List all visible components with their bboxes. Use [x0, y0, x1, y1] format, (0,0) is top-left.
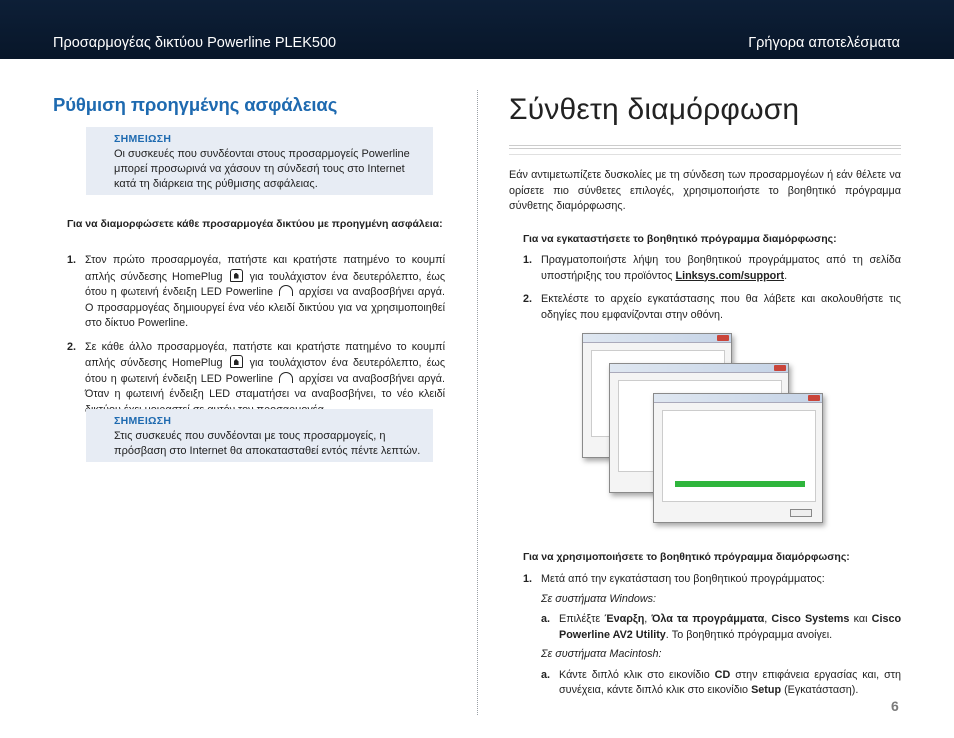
section-title: Ρύθμιση προηγμένης ασφάλειας [53, 94, 338, 115]
step-text: αρχίσει να αναβοσβήνει αργά. Ο προσαρμογέας δημιουργεί ένα νέο κλειδί δικτύου για να χρησιμοποιηθεί στο δίκτυο Powerline. [85, 286, 446, 329]
use-steps [523, 572, 901, 699]
cancel-button [790, 509, 812, 517]
step-text: Στον πρώτο προσαρμογέα, πατήστε και κρατήστε πατημένο το κουμπί απλής σύνδεσης HomePlug [85, 254, 445, 283]
step-item [67, 340, 445, 419]
page-header [0, 0, 954, 59]
install-steps [523, 253, 901, 323]
window-titlebar [610, 364, 788, 373]
header-section: Γρήγορα αποτελέσματα [748, 35, 900, 51]
homeplug-button-icon [230, 355, 243, 368]
substep-letter: a. [541, 668, 551, 681]
menu-utility: Cisco Powerline AV2 Utility [559, 613, 902, 641]
window-titlebar [654, 394, 822, 403]
substep-text: Κάντε διπλό κλικ στο εικονίδιο [559, 668, 710, 681]
substep-item [523, 612, 901, 643]
column-divider [477, 90, 478, 715]
os-label-mac: Σε συστήματα Macintosh: [541, 648, 662, 660]
install-heading: Για να εγκαταστήσετε το βοηθητικό πρόγραμμα διαμόρφωσης: [523, 233, 837, 245]
os-label-windows: Σε συστήματα Windows: [541, 592, 657, 605]
step-text: για τουλάχιστον ένα δευτερόλεπτο, έως ότου η φωτεινή ένδειξη LED Powerline [85, 270, 446, 298]
substep-text: . Το βοηθητικό πρόγραμμα ανοίγει. [665, 628, 833, 641]
step-item [523, 572, 901, 588]
substep-letter: a. [541, 613, 551, 625]
menu-start: Έναρξη [604, 613, 645, 625]
note-box [86, 409, 433, 462]
note-text: Στις συσκευές που συνδέονται με τους προσαρμογείς, η πρόσβαση στο Internet θα αποκατασταθεί εντός πέντε λεπτών. [114, 430, 421, 457]
substep-text: , [764, 613, 768, 625]
step-list [67, 253, 445, 418]
substep-item [523, 668, 901, 699]
substep-text: και [853, 613, 868, 625]
setup-icon-label: Setup [751, 684, 782, 696]
step-text: Σε κάθε άλλο προσαρμογέα, πατήστε και κρατήστε πατημένο το κουμπί απλής σύνδεσης HomePlug [85, 340, 445, 369]
step-item [523, 292, 901, 323]
powerline-led-icon [279, 372, 293, 383]
step-text: για τουλάχιστον ένα δευτερόλεπτο, έως ότου η φωτεινή ένδειξη LED Powerline [85, 357, 446, 385]
right-column [509, 90, 902, 696]
close-icon [717, 335, 729, 341]
step-number: 1. [523, 573, 533, 585]
substep-text: στην επιφάνεια εργασίας και, στη συνέχεια, κάντε διπλό κλικ στο εικονίδιο [559, 668, 902, 696]
step-number: 1. [523, 254, 533, 266]
progress-bar [675, 481, 805, 487]
use-heading: Για να χρησιμοποιήσετε το βοηθητικό πρόγραμμα διαμόρφωσης: [523, 551, 850, 563]
note-label: ΣΗΜΕΙΩΣΗ [114, 133, 172, 145]
step-number: 1. [67, 254, 77, 266]
cd-icon-label: CD [714, 668, 731, 681]
menu-all-programs: Όλα τα προγράμματα [651, 613, 765, 625]
window-content [662, 410, 816, 502]
step-item [67, 253, 445, 332]
step-text: αρχίσει να αναβοσβήνει αργά. Όταν η φωτεινή ένδειξη LED σταματήσει να αναβοσβήνει, το νέο κλειδί [85, 372, 446, 400]
note-text: Οι συσκευές που συνδέονται στους προσαρμογείς Powerline μπορεί προσωρινά να χάσουν τη σύνδεσή τους στο Internet κατά τη διάρκεια της ρύθμισης ασφάλειας. [114, 148, 410, 190]
header-product: Προσαρμογέας δικτύου Powerline PLEK500 [53, 35, 337, 51]
note-label: ΣΗΜΕΙΩΣΗ [114, 415, 172, 427]
step-number: 2. [523, 293, 533, 305]
substep-text: Επιλέξτε [559, 613, 601, 625]
close-icon [774, 365, 786, 371]
homeplug-button-icon [230, 269, 243, 282]
instructions-heading: Για να διαμορφώσετε κάθε προσαρμογέα δικτύου με προηγμένη ασφάλεια: [67, 218, 443, 230]
step-text: Μετά από την εγκατάσταση του βοηθητικού προγράμματος: [541, 573, 825, 585]
page-title: Σύνθετη διαμόρφωση [509, 93, 800, 126]
support-link[interactable]: Linksys.com/support [675, 269, 785, 282]
title-rule [509, 154, 901, 155]
menu-cisco-systems: Cisco Systems [771, 613, 850, 625]
wizard-window [653, 393, 823, 523]
note-box [86, 127, 433, 195]
close-icon [808, 395, 820, 401]
step-number: 2. [67, 340, 77, 353]
page-number: 6 [891, 698, 899, 714]
substep-text: , [644, 613, 648, 625]
step-text: Πραγματοποιήστε λήψη του βοηθητικού προγράμματος από τη σελίδα υποστήριξης του προϊόντος [541, 254, 901, 282]
setup-wizard-screenshots [582, 333, 822, 523]
title-rule [509, 145, 901, 149]
step-item [523, 253, 901, 284]
substep-text: (Εγκατάσταση). [784, 684, 859, 696]
window-titlebar [583, 334, 731, 343]
step-text: Εκτελέστε το αρχείο εγκατάστασης που θα λάβετε και ακολουθήστε τις οδηγίες που εμφανίζονται στην οθόνη. [541, 293, 901, 321]
left-column [53, 90, 446, 457]
powerline-led-icon [279, 285, 293, 296]
step-text: . [784, 269, 788, 282]
intro-paragraph: Εάν αντιμετωπίζετε δυσκολίες με τη σύνδεση των προσαρμογέων ή εάν θέλετε να ορίσετε πιο σύνθετες επιλογές, χρησιμοποιήστε το βοηθητικό πρόγραμμα σύνθετης διαμόρφωσης. [509, 169, 901, 212]
